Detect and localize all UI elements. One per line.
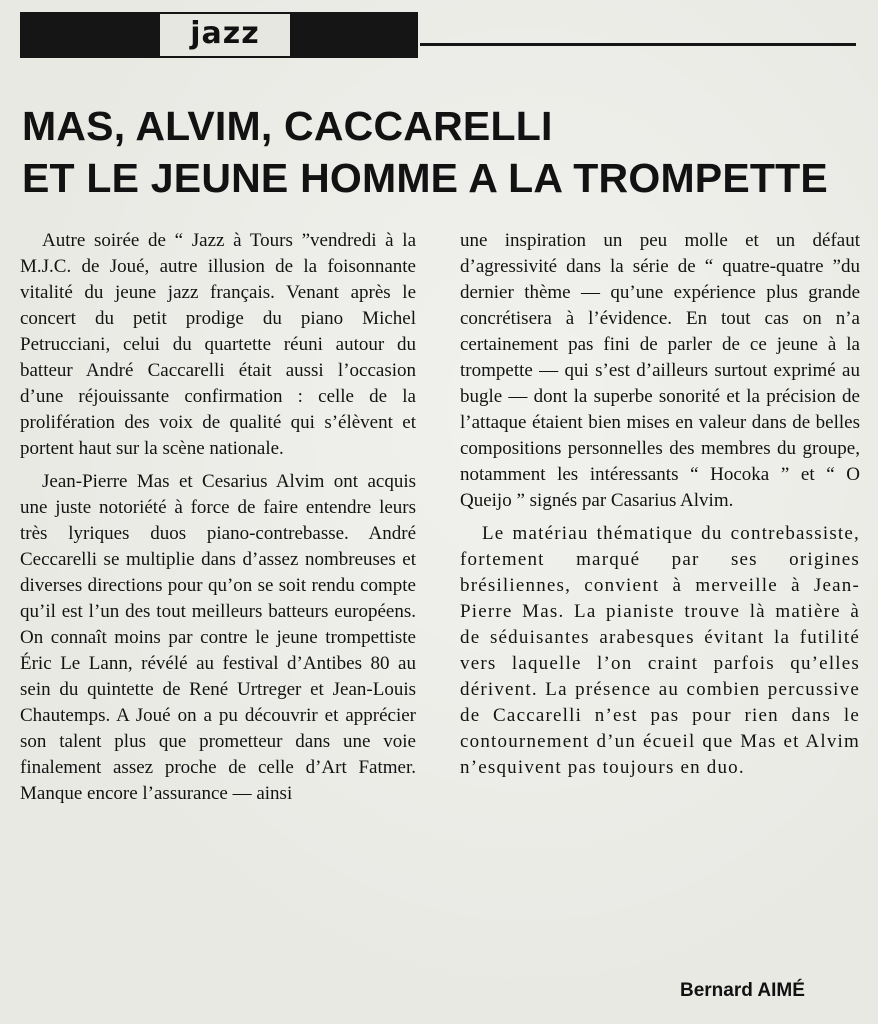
section-label: jazz — [160, 14, 290, 56]
author-signature: Bernard AIMÉ — [680, 980, 805, 1001]
article-paragraph: Autre soirée de “ Jazz à Tours ”vendredi à la M.J.C. de Joué, autre illusion de la foisonnante vitalité du jeune jazz français. Venant après le concert du petit prodige du piano Michel Petrucciani, celui du quartette réuni autour du batteur André Caccarelli était aussi l’occasion d’une réjouissante confirmation : celle de la prolifération des voix de qualité qui s’élèvent et portent haut sur la scène nationale. — [20, 230, 416, 459]
headline-line-1: MAS, ALVIM, CACCARELLI — [22, 103, 553, 149]
article-paragraph: Le matériau thématique du contrebassiste, fortement marqué par ses origines brésiliennes, convient à merveille à Jean-Pierre Mas. La pianiste trouve là matière à de séduisantes arabesques évitant la futilité vers laquelle l’on craint parfois qu’elles dérivent. La présence au combien percussive de Caccarelli n’est pas pour rien dans le contournement d’un écueil que Mas et Alvim n’esquivent pas toujours en duo. — [460, 523, 860, 778]
headline-line-2: ET LE JEUNE HOMME A LA TROMPETTE — [22, 155, 828, 201]
article-headline — [22, 100, 862, 204]
article-column-left — [20, 228, 416, 807]
article-column-right — [460, 228, 860, 781]
header-rule — [420, 43, 856, 46]
article-paragraph: une inspiration un peu molle et un défaut d’agressivité dans la série de “ quatre-quatre ”du dernier thème — qu’une expérience plus grande concrétisera à l’évidence. En tout cas on n’a certainement pas fini de parler de ce jeune à la trompette — qui s’est d’ailleurs surtout exprimé au bugle — dont la superbe sonorité et la précision de l’attaque étaient bien mises en valeur dans de belles compositions personnelles des membres du groupe, notamment les intéressants “ Hocoka ” et “ O Queijo ” signés par Casarius Alvim. — [460, 230, 860, 511]
article-paragraph: Jean-Pierre Mas et Cesarius Alvim ont acquis une juste notoriété à force de faire entendre leurs très lyriques duos piano-contrebasse. André Ceccarelli se multiplie dans d’assez nombreuses et diverses directions pour qu’on se soit rendu compte qu’il est l’un des tout meilleurs batteurs européens. On connaît moins par contre le jeune trompettiste Éric Le Lann, révélé au festival d’Antibes 80 au sein du quintette de René Urtreger et Jean-Louis Chautemps. A Joué on a pu découvrir et apprécier son talent plus que prometteur dans une voie finalement assez proche de celle d’Art Fatmer. Manque encore l’assurance — ainsi — [20, 471, 416, 804]
